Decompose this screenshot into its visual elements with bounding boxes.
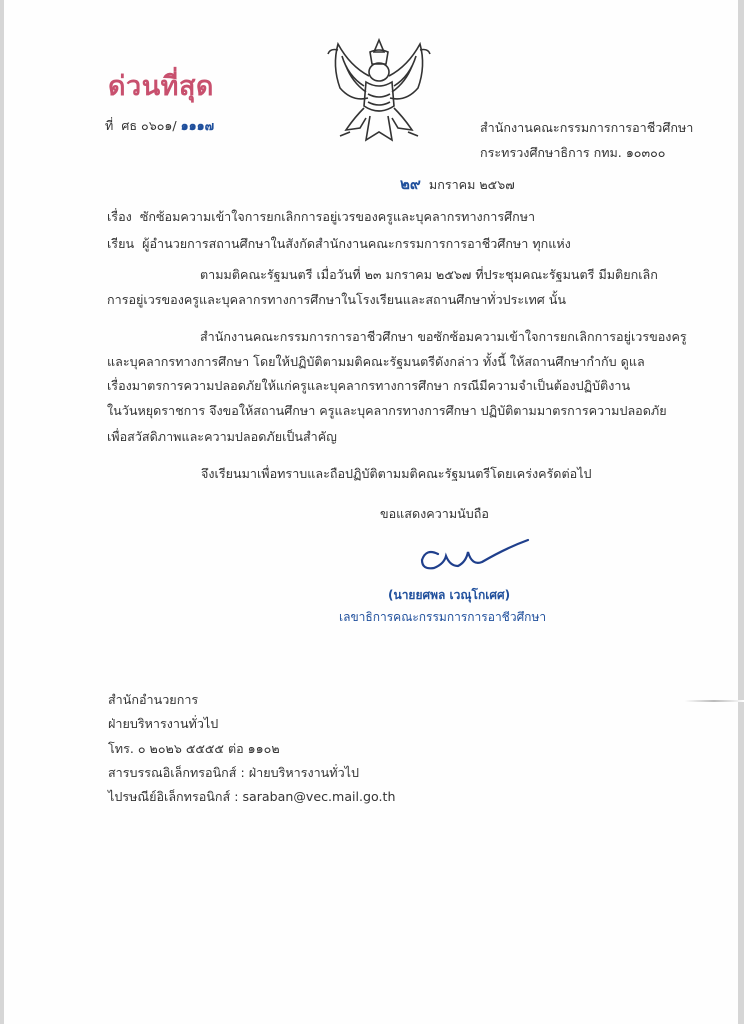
org-name: สำนักงานคณะกรรมการการอาชีวศึกษา [480, 120, 694, 135]
paragraph2-line: และบุคลากรทางการศึกษา โดยให้ปฏิบัติตามมติคณะรัฐมนตรีดังกล่าว ทั้งนี้ ให้สถานศึกษากำกับ ดูแล [107, 354, 645, 369]
regards: ขอแสดงความนับถือ [380, 506, 489, 521]
subject-line [107, 209, 535, 225]
org-address: กระทรวงศึกษาธิการ กทม. ๑๐๓๐๐ [480, 145, 666, 160]
footer-phone: โทร. ๐ ๒๐๒๖ ๕๕๕๕ ต่อ ๑๑๐๒ [108, 741, 280, 756]
closing-sentence: จึงเรียนมาเพื่อทราบและถือปฏิบัติตามมติคณะรัฐมนตรีโดยเคร่งครัดต่อไป [201, 466, 592, 481]
signature-icon [416, 536, 536, 576]
footer-email: ไปรษณีย์อิเล็กทรอนิกส์ : saraban@vec.mail.go.th [108, 789, 396, 804]
footer-office: สำนักอำนวยการ [108, 692, 199, 707]
urgency-stamp: ด่วนที่สุด [108, 71, 214, 102]
ref-prefix: ที่ [105, 118, 114, 133]
subject-text: ซักซ้อมความเข้าใจการยกเลิกการอยู่เวรของครูและบุคลากรทางการศึกษา [139, 209, 536, 224]
paragraph2-line: ในวันหยุดราชการ จึงขอให้สถานศึกษา ครูและบุคลากรทางการศึกษา ปฏิบัติตามมาตรการความปลอดภัย [107, 403, 667, 418]
letter-page [4, 0, 738, 1024]
signer-position: เลขาธิการคณะกรรมการการอาชีวศึกษา [339, 610, 547, 624]
scan-mark [684, 700, 744, 702]
salutation-text: ผู้อำนวยการสถานศึกษาในสังกัดสำนักงานคณะกรรมการการอาชีวศึกษา ทุกแห่ง [142, 236, 571, 251]
salutation-label: เรียน [107, 236, 135, 251]
subject-label: เรื่อง [107, 209, 132, 224]
ref-code: ศธ ๐๖๐๑/ [121, 118, 177, 133]
date-day: ๒๙ [400, 175, 421, 193]
paragraph1-line: ตามมติคณะรัฐมนตรี เมื่อวันที่ ๒๓ มกราคม ๒๕๖๗ ที่ประชุมคณะรัฐมนตรี มีมติยกเลิก [200, 267, 658, 282]
footer-division: ฝ่ายบริหารงานทั่วไป [108, 716, 219, 731]
ref-number: ๑๑๑๗ [180, 118, 215, 133]
paragraph1-line: การอยู่เวรของครูและบุคลากรทางการศึกษาในโรงเรียนและสถานศึกษาทั่วประเทศ นั้น [107, 292, 567, 307]
date-month-year: มกราคม ๒๕๖๗ [428, 177, 515, 192]
paragraph2-line: เรื่องมาตรการความปลอดภัยให้แก่ครูและบุคลากรทางการศึกษา กรณีมีความจำเป็นต้องปฏิบัติงาน [107, 378, 631, 393]
reference-number [105, 118, 214, 134]
garuda-emblem-icon [320, 36, 438, 148]
signer-name: (นายยศพล เวณุโกเศศ) [388, 588, 511, 602]
footer-e-saraban: สารบรรณอิเล็กทรอนิกส์ : ฝ่ายบริหารงานทั่วไป [108, 765, 359, 780]
letter-date [400, 176, 515, 193]
paragraph2-line: สำนักงานคณะกรรมการการอาชีวศึกษา ขอซักซ้อมความเข้าใจการยกเลิกการอยู่เวรของครู [200, 329, 687, 344]
salutation-line [107, 236, 571, 252]
paragraph2-line: เพื่อสวัสดิภาพและความปลอดภัยเป็นสำคัญ [107, 429, 337, 444]
